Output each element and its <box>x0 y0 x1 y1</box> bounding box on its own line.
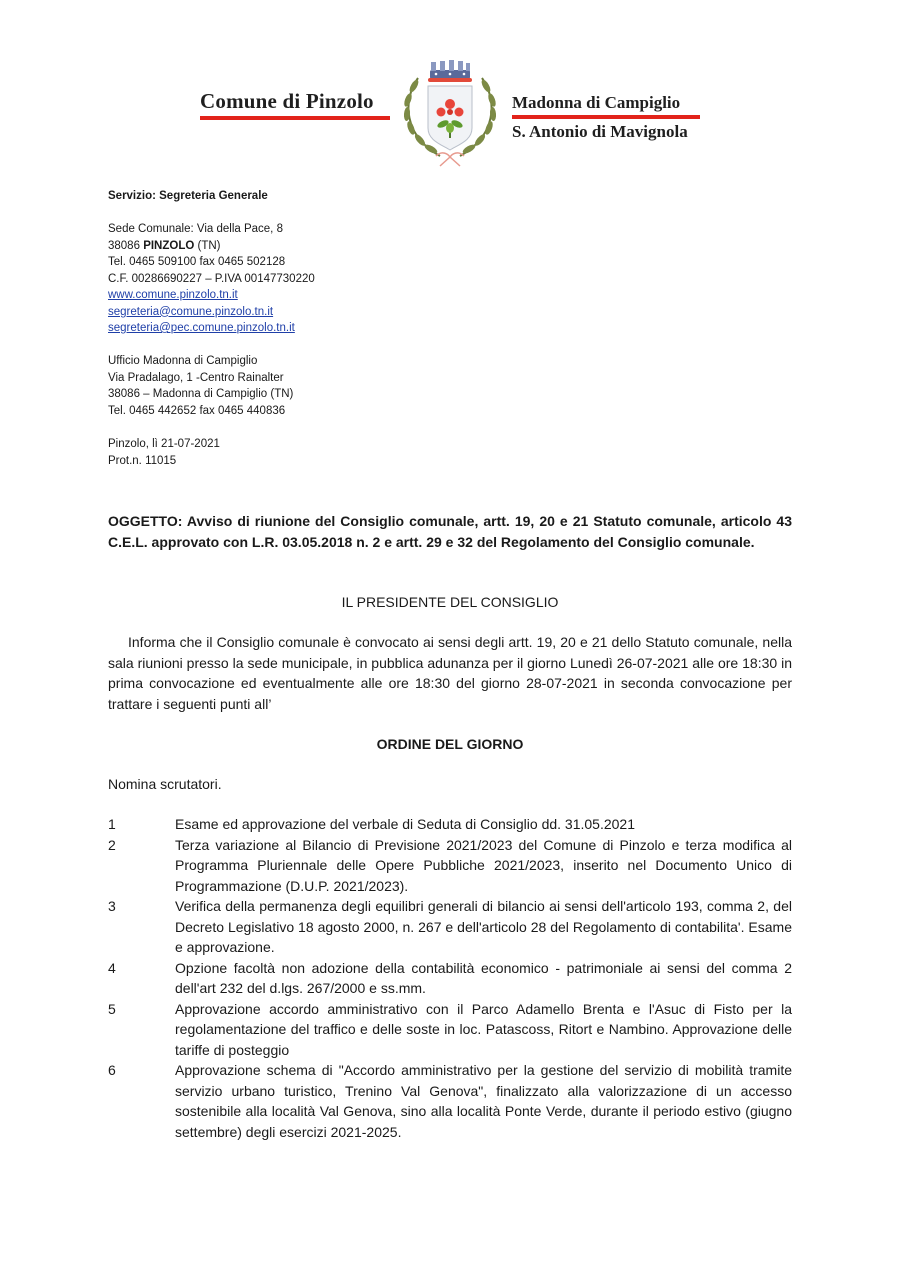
agenda-item-number: 2 <box>108 836 116 853</box>
agenda-list <box>108 814 792 1142</box>
sede-city-line: 38086 PINZOLO (TN) <box>108 239 221 252</box>
agenda-item-text: Verifica della permanenza degli equilibri generali di bilancio ai sensi dell'articolo 193, comma 2, del Decreto Legislativo 18 agosto 2000, n. 267 e dell'articolo 28 del Regolamento di contabilita'. Esame e approvazione. <box>175 898 792 955</box>
agenda-item-number: 4 <box>108 959 116 976</box>
service-label: Servizio: Segreteria Generale <box>108 190 268 202</box>
agenda-item <box>108 958 792 999</box>
locality-mavignola: S. Antonio di Mavignola <box>512 122 688 141</box>
ufficio-block <box>108 353 293 419</box>
sede-block <box>108 221 315 337</box>
convocation-paragraph: Informa che il Consiglio comunale è convocato ai sensi degli artt. 19, 20 e 21 dello Statuto comunale, nella sala riunioni presso la sede municipale, in pubblica adunanza per il giorno Lunedì 26-07-2021 alle ore 18:30 in prima convocazione ed eventualmente alle ore 18:30 del giorno 28-07-2021 in seconda convocazione per trattare i seguenti punti all’ <box>108 634 792 712</box>
locality-madonna: Madonna di Campiglio <box>512 93 681 112</box>
ufficio-phone: Tel. 0465 442652 fax 0465 440836 <box>108 404 286 417</box>
website-link[interactable]: www.comune.pinzolo.tn.it <box>108 289 238 301</box>
agenda-item-text: Approvazione schema di "Accordo amministrativo per la gestione del servizio di mobilità tramite servizio urbano turistico, Trenino Val Genova", finalizzato alla valorizzazione di un accesso sostenibile alla località Val Genova, sino alla località Ponte Verde, durante il periodo estivo (giugno settembre) degli esercizi 2021-2025. <box>175 1062 792 1140</box>
date-protocol-block <box>108 436 220 469</box>
agenda-item-text: Esame ed approvazione del verbale di Seduta di Consiglio dd. 31.05.2021 <box>175 816 635 832</box>
agenda-item-text: Approvazione accordo amministrativo con il Parco Adamello Brenta e l'Asuc di Fisto per la regolamentazione del traffico e delle soste in loc. Patascoss, Ritort e Nambino. Approvazione delle tariffe di posteggio <box>175 1000 792 1058</box>
ufficio-address: Via Pradalago, 1 -Centro Rainalter <box>108 371 284 384</box>
president-heading: IL PRESIDENTE DEL CONSIGLIO <box>341 594 559 610</box>
red-underline <box>512 115 700 119</box>
agenda-item <box>108 1060 792 1142</box>
sede-fiscal: C.F. 00286690227 – P.IVA 00147730220 <box>108 272 315 285</box>
nomina-scrutatori: Nomina scrutatori. <box>108 776 222 792</box>
letterhead-left <box>200 89 390 120</box>
email-link[interactable]: segreteria@comune.pinzolo.tn.it <box>108 305 274 318</box>
agenda-item-text: Opzione facoltà non adozione della contabilità economico - patrimoniale ai sensi del comma 2 dell'art 232 del d.lgs. 267/2000 e ss.mm. <box>175 959 792 996</box>
agenda-item-text: Terza variazione al Bilancio di Previsione 2021/2023 del Comune di Pinzolo e terza modifica al Programma Pluriennale delle Opere Pubbliche 2021/2023, inserito nel Documento Unico di Programmazione (D.U.P. 2021/2023). <box>175 836 792 894</box>
ufficio-city: 38086 – Madonna di Campiglio (TN) <box>108 388 294 400</box>
subject-paragraph: OGGETTO: Avviso di riunione del Consiglio comunale, artt. 19, 20 e 21 Statuto comunale, articolo 43 C.E.L. approvato con L.R. 03.05.2018 n. 2 e artt. 29 e 32 del Regolamento del Consiglio comunale. <box>108 513 792 550</box>
sede-address: Sede Comunale: Via della Pace, 8 <box>108 223 283 235</box>
ufficio-name: Ufficio Madonna di Campiglio <box>108 355 258 367</box>
sede-phone: Tel. 0465 509100 fax 0465 502128 <box>108 256 286 268</box>
letterhead-right <box>512 93 700 142</box>
municipality-name: Comune di Pinzolo <box>200 89 374 113</box>
agenda-item-number: 5 <box>108 1000 116 1017</box>
protocol-number: Prot.n. 11015 <box>108 454 177 467</box>
pec-email-link[interactable]: segreteria@pec.comune.pinzolo.tn.it <box>108 322 295 334</box>
agenda-item <box>108 835 792 897</box>
agenda-item <box>108 999 792 1061</box>
agenda-item <box>108 896 792 958</box>
agenda-item-number: 3 <box>108 898 116 914</box>
red-underline <box>200 116 390 120</box>
date-line: Pinzolo, lì 21-07-2021 <box>108 438 220 450</box>
agenda-item-number: 6 <box>108 1062 116 1078</box>
coat-of-arms-emblem <box>396 56 504 168</box>
sede-city: PINZOLO <box>143 239 195 252</box>
agenda-item <box>108 814 792 835</box>
agenda-heading: ORDINE DEL GIORNO <box>376 736 524 752</box>
crown-icon <box>428 60 472 82</box>
agenda-item-number: 1 <box>108 816 116 832</box>
